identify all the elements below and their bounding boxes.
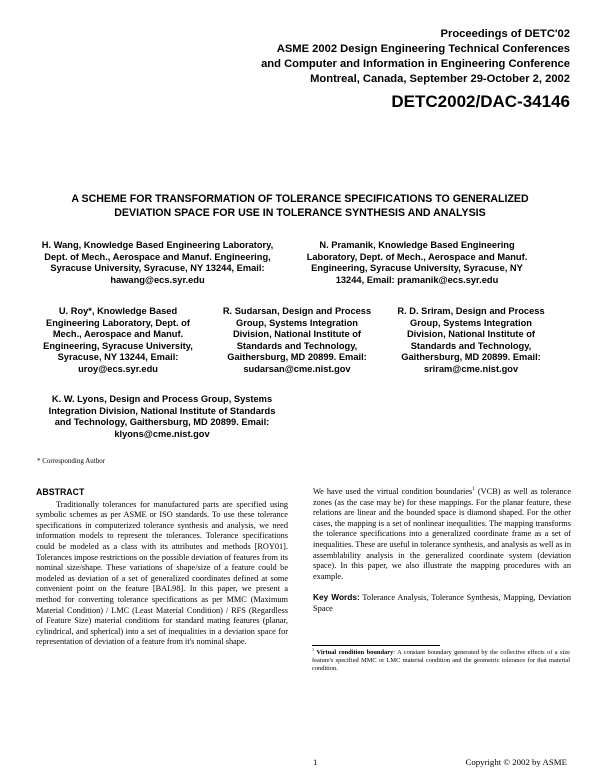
- footnote: [312, 646, 570, 673]
- proceedings-line-3: and Computer and Information in Engineering Conference: [261, 58, 570, 70]
- intro-paragraph: [313, 487, 571, 582]
- paper-title-line-1: A SCHEME FOR TRANSFORMATION OF TOLERANCE SPECIFICATIONS TO GENERALIZED: [71, 193, 529, 205]
- author-line: U. Roy*, Knowledge Based: [58, 306, 178, 316]
- keywords-list: Tolerance Analysis, Tolerance Synthesis, Mapping, Deviation Space: [313, 593, 571, 613]
- author-line: Engineering, Syracuse University, Syracuse, NY: [311, 263, 523, 274]
- author-line: K. W. Lyons, Design and Process Group, Systems: [51, 394, 273, 404]
- author-line: Gaithersburg, MD 20899. Email:: [401, 352, 541, 363]
- author-pramanik: [298, 240, 536, 286]
- intro-text-a: We have used the virtual condition boundaries: [313, 487, 473, 496]
- author-line: Gaithersburg, MD 20899. Email:: [227, 352, 367, 363]
- author-wang: [30, 240, 285, 286]
- author-line: Engineering Laboratory, Dept. of: [46, 317, 190, 328]
- author-line: Integration Division, National Institute of Standards: [48, 405, 276, 416]
- author-line: Syracuse, NY 13244, Email:: [57, 352, 179, 363]
- author-line: R. Sudarsan, Design and Process: [222, 306, 372, 316]
- footnote-label: Virtual condition boundary: [316, 649, 394, 656]
- author-sriram: [384, 306, 558, 376]
- footnote-mark: 1: [312, 646, 315, 652]
- abstract-text: Traditionally tolerances for manufactured parts are specified using symbolic schemes as per ASME or ISO standards. To use these tolerance specifications in computerized tolerance synthesis and analysis, we need information models to represent the tolerances. Tolerance specifications could be modeled as a class with its attributes and methods [ROY01]. Tolerances impose restrictions on the possible deviation of features from its nominal size/shape. These variations of shape/size of a feature could be modeled as deviation of a set of generalized coordinates defined at some convenient point on the feature [BAL98]. In this paper, we present a method for converting tolerance specifications as per MMC (Maximum Material Condition) / LMC (Least Material Condition) / RFS (Regardless of Feature Size) material conditions for standard mating features (planar, cylindrical, and spherical) into a set of inequalities in a deviation space for representation of deviation of a feature from it's nominal shape.: [36, 499, 288, 647]
- abstract-column: [36, 487, 288, 648]
- keywords-label: Key Words:: [313, 592, 360, 603]
- document-id: DETC2002/DAC-34146: [391, 92, 570, 111]
- author-line: Engineering, Syracuse University,: [43, 340, 193, 351]
- author-line: Laboratory, Dept. of Mech., Aerospace and Manuf.: [306, 251, 528, 262]
- author-line: Division, National Institute of: [406, 329, 536, 340]
- author-line: R. D. Sriram, Design and Process: [397, 306, 545, 316]
- author-line: Dept. of Mech., Aerospace and Manuf. Engineering,: [44, 251, 271, 262]
- author-line: Mech., Aerospace and Manuf.: [52, 329, 184, 340]
- paper-title: [30, 193, 570, 220]
- proceedings-line-4: Montreal, Canada, September 29-October 2, 2002: [310, 73, 570, 85]
- author-line: Standards and Technology,: [410, 340, 532, 351]
- author-line: Syracuse University, Syracuse, NY 13244, Email:: [50, 263, 265, 274]
- author-line: Group, Systems Integration: [236, 317, 358, 328]
- author-line: 13244, Email: pramanik@ecs.syr.edu: [335, 274, 499, 285]
- footnote-rule: [312, 645, 440, 646]
- author-line: Standards and Technology,: [236, 340, 358, 351]
- footnote-ref: 1: [472, 486, 475, 493]
- author-line: uroy@ecs.syr.edu: [78, 363, 158, 374]
- footnote-text: : A constant boundary generated by the collective effects of a size feature's specified MMC or LMC material condition and the geometric tolerance for that material condition.: [312, 649, 570, 672]
- proceedings-line-2: ASME 2002 Design Engineering Technical Conferences: [276, 43, 570, 55]
- author-line: hawang@ecs.syr.edu: [110, 274, 205, 285]
- corresponding-author-note: * Corresponding Author: [37, 457, 106, 465]
- author-lyons: [30, 394, 294, 440]
- author-line: sriram@cme.nist.gov: [423, 363, 519, 374]
- paper-title-line-2: DEVIATION SPACE FOR USE IN TOLERANCE SYNTHESIS AND ANALYSIS: [114, 206, 486, 219]
- right-column: [313, 487, 571, 615]
- author-sudarsan: [212, 306, 382, 376]
- proceedings-header: [261, 27, 570, 87]
- page-number: 1: [313, 757, 318, 767]
- author-line: Group, Systems Integration: [410, 317, 532, 328]
- author-line: Division, National Institute of: [232, 329, 362, 340]
- abstract-heading: ABSTRACT: [36, 487, 85, 497]
- proceedings-line-1: Proceedings of DETC'02: [440, 28, 570, 40]
- author-line: H. Wang, Knowledge Based Engineering Laboratory,: [41, 240, 274, 250]
- author-line: N. Pramanik, Knowledge Based Engineering: [319, 240, 515, 250]
- copyright: Copyright © 2002 by ASME: [465, 757, 567, 767]
- author-line: and Technology, Gaithersburg, MD 20899. Email:: [54, 417, 270, 428]
- keywords: [313, 592, 571, 614]
- author-roy: [36, 306, 200, 376]
- author-line: sudarsan@cme.nist.gov: [243, 363, 351, 374]
- author-line: klyons@cme.nist.gov: [114, 428, 210, 439]
- intro-text-b: (VCB) as well as tolerance zones (as the case may be) for these mappings. For the planar feature, these relations are linear and the bounded space is diamond shaped. For the other cases, the mapping is a set of nonlinear inequalities. The mapping transforms the tolerance specifications into a generalized coordinate frame as a set of inequalities. These are useful in tolerance synthesis, and analysis as well as in assemblability analysis in the generalized coordinate system (deviation space). In this paper, we also illustrate the mapping procedures with an example.: [313, 487, 571, 581]
